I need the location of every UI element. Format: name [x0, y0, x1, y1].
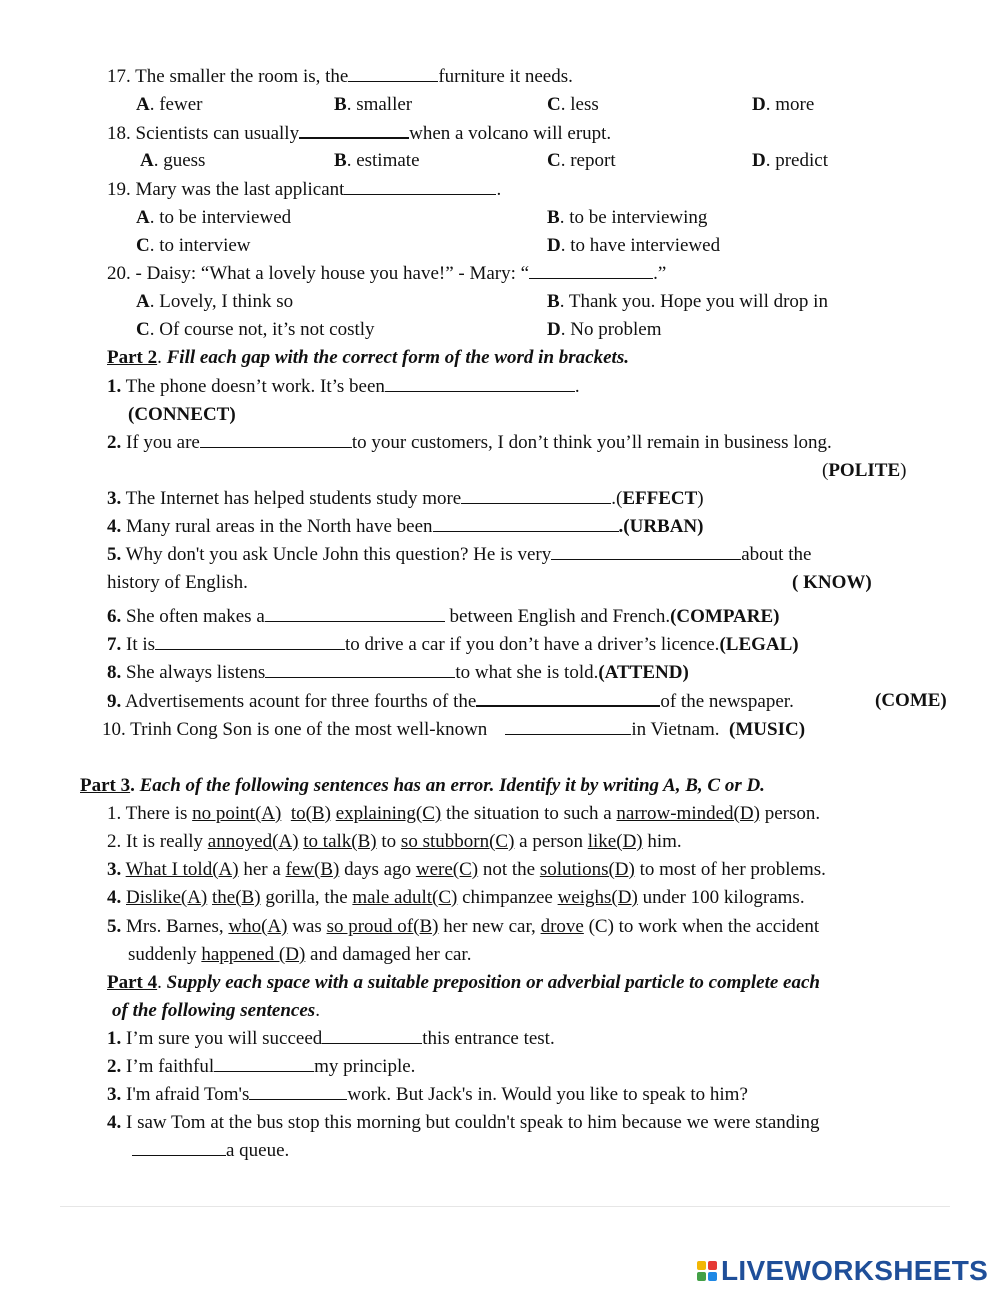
- option-a: A. fewer: [136, 94, 203, 115]
- option-c: C. to interview: [136, 235, 251, 256]
- answer-blank[interactable]: [529, 263, 653, 279]
- word-prompt: (CONNECT): [128, 404, 236, 425]
- option-d: D. predict: [752, 150, 828, 171]
- part4-item-2: 2. I’m faithful my principle.: [107, 1056, 416, 1077]
- answer-blank[interactable]: [265, 662, 455, 678]
- answer-blank[interactable]: [344, 179, 496, 195]
- footer-divider: [60, 1206, 950, 1207]
- question-19-stem: 19. Mary was the last applicant .: [107, 179, 502, 200]
- liveworksheets-logo[interactable]: [697, 1256, 988, 1286]
- part4-item-4-cont: a queue.: [132, 1140, 289, 1162]
- part3-sentence-1: 1. There is no point(A) to(B) explaining(C) the situation to such a narrow-minded(D) person.: [107, 803, 821, 824]
- answer-blank[interactable]: [155, 634, 345, 650]
- question-18-stem: 18. Scientists can usually when a volcano will erupt.: [107, 123, 612, 144]
- answer-blank[interactable]: [385, 376, 575, 392]
- brand-name: LIVEWORKSHEETS: [721, 1255, 989, 1286]
- part2-item-9: 9. Advertisements acount for three fourths of the of the newspaper.: [107, 691, 794, 712]
- part2-item-8: 8. She always listens to what she is told.(ATTEND): [107, 662, 689, 683]
- question-20-stem: 20. - Daisy: “What a lovely house you have!” - Mary: “ .”: [107, 263, 667, 284]
- answer-blank[interactable]: [505, 719, 631, 735]
- option-b: B. smaller: [334, 94, 413, 115]
- part3-sentence-5-cont: suddenly happened (D) and damaged her car.: [128, 944, 472, 965]
- option-b: B. estimate: [334, 150, 420, 171]
- part4-heading: Part 4. Supply each space with a suitable preposition or adverbial particle to complete each: [107, 972, 820, 993]
- option-c: C. less: [547, 94, 599, 115]
- part3-sentence-3: 3. What I told(A) her a few(B) days ago were(C) not the solutions(D) to most of her problems.: [107, 859, 826, 880]
- option-d: D. more: [752, 94, 815, 115]
- answer-blank[interactable]: [200, 432, 352, 448]
- option-d: D. to have interviewed: [547, 235, 721, 256]
- option-b: B. to be interviewing: [547, 207, 708, 228]
- option-a: A. Lovely, I think so: [136, 291, 294, 312]
- part2-item-10: 10. Trinh Cong Son is one of the most well-known in Vietnam. (MUSIC): [102, 719, 806, 740]
- part4-item-1: 1. I’m sure you will succeed this entrance test.: [107, 1028, 555, 1049]
- question-17-stem: 17. The smaller the room is, the furniture it needs.: [107, 66, 573, 87]
- answer-blank[interactable]: [299, 122, 409, 139]
- option-c: C. Of course not, it’s not costly: [136, 319, 375, 340]
- answer-blank[interactable]: [348, 66, 438, 82]
- part2-item-5-cont: history of English.: [107, 572, 248, 593]
- option-d: D. No problem: [547, 319, 662, 340]
- part2-item-3: 3. The Internet has helped students study more .(EFFECT): [107, 488, 704, 509]
- word-prompt: (POLITE): [822, 460, 907, 481]
- answer-blank[interactable]: [322, 1028, 422, 1044]
- option-a: A. guess: [140, 150, 206, 171]
- part3-sentence-4: 4. Dislike(A) the(B) gorilla, the male adult(C) chimpanzee weighs(D) under 100 kilograms.: [107, 887, 805, 908]
- word-prompt: ( KNOW): [792, 572, 872, 593]
- part2-item-6: 6. She often makes a between English and French.(COMPARE): [107, 606, 780, 627]
- part2-item-1: 1. The phone doesn’t work. It’s been .: [107, 376, 580, 397]
- part3-heading: Part 3. Each of the following sentences has an error. Identify it by writing A, B, C or D.: [80, 775, 765, 796]
- part3-sentence-5: 5. Mrs. Barnes, who(A) was so proud of(B) her new car, drove (C) to work when the accident: [107, 916, 820, 937]
- logo-squares-icon: [697, 1261, 717, 1281]
- word-prompt: (COME): [875, 690, 947, 711]
- part2-item-2: 2. If you are to your customers, I don’t think you’ll remain in business long.: [107, 432, 832, 453]
- answer-blank[interactable]: [214, 1056, 314, 1072]
- answer-blank[interactable]: [551, 544, 741, 560]
- answer-blank[interactable]: [249, 1084, 347, 1100]
- part4-heading-cont: of the following sentences.: [112, 1000, 320, 1021]
- option-a: A. to be interviewed: [136, 207, 292, 228]
- part2-item-4: 4. Many rural areas in the North have been .(URBAN): [107, 516, 704, 537]
- answer-blank[interactable]: [132, 1140, 226, 1156]
- part3-sentence-2: 2. It is really annoyed(A) to talk(B) to so stubborn(C) a person like(D) him.: [107, 831, 682, 852]
- answer-blank[interactable]: [476, 690, 660, 707]
- part2-item-7: 7. It is to drive a car if you don’t have a driver’s licence.(LEGAL): [107, 634, 799, 655]
- option-c: C. report: [547, 150, 616, 171]
- part2-item-5: 5. Why don't you ask Uncle John this question? He is very about the: [107, 544, 812, 565]
- part4-item-3: 3. I'm afraid Tom's work. But Jack's in. Would you like to speak to him?: [107, 1084, 748, 1105]
- answer-blank[interactable]: [461, 488, 611, 504]
- answer-blank[interactable]: [265, 606, 445, 622]
- part4-item-4: 4. I saw Tom at the bus stop this morning but couldn't speak to him because we were standing: [107, 1112, 820, 1133]
- part2-heading: Part 2. Fill each gap with the correct form of the word in brackets.: [107, 347, 629, 368]
- answer-blank[interactable]: [433, 516, 619, 532]
- option-b: B. Thank you. Hope you will drop in: [547, 291, 828, 312]
